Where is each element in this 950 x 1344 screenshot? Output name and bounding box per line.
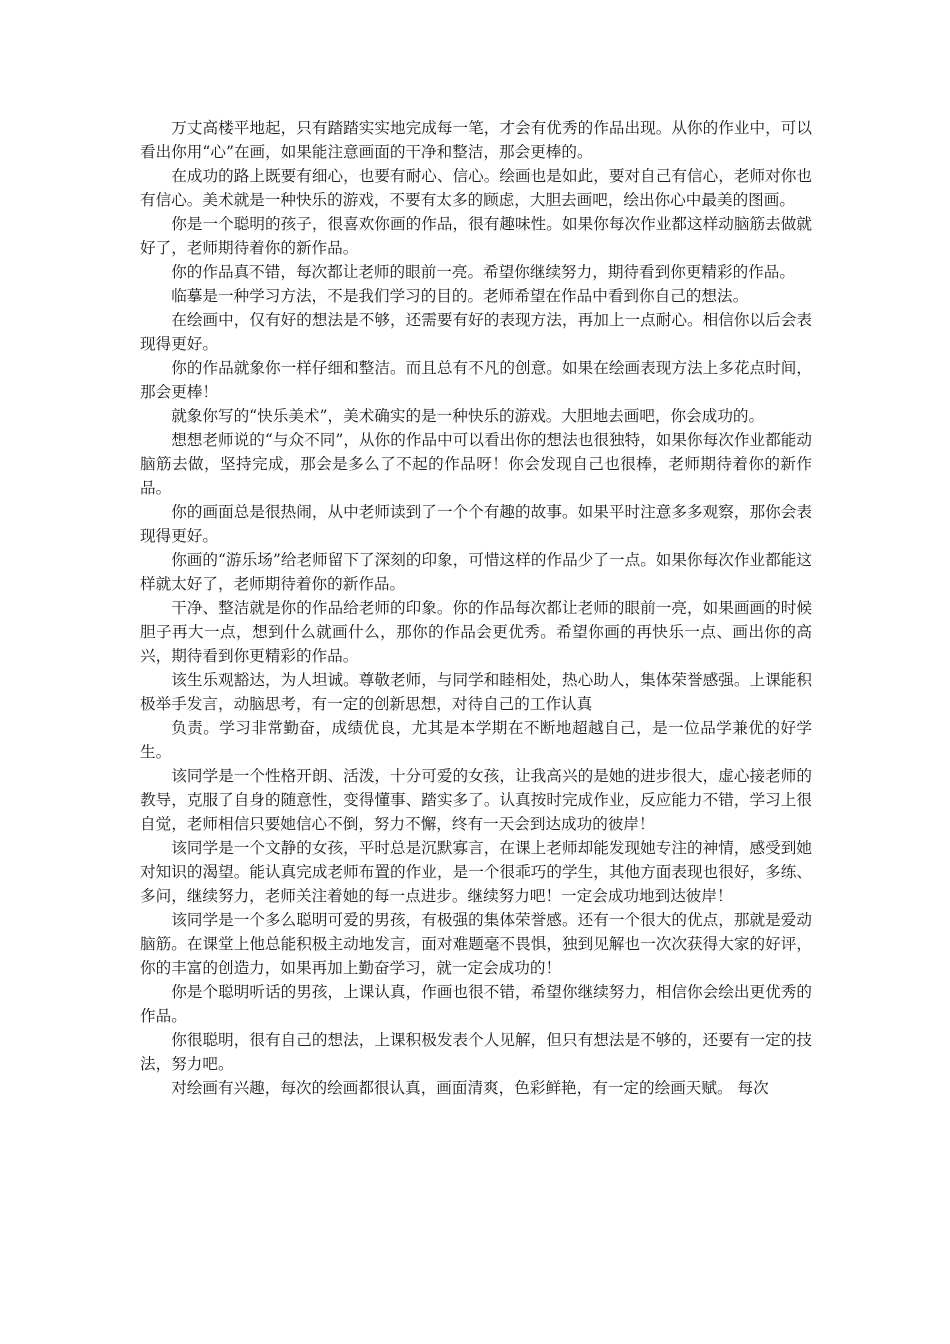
paragraph: 你是一个聪明的孩子，很喜欢你画的作品，很有趣味性。如果你每次作业都这样动脑筋去做就好了，老师期待着你的新作品。 [140,215,812,257]
paragraph: 对绘画有兴趣，每次的绘画都很认真，画面清爽，色彩鲜艳，有一定的绘画天赋。 每次 [171,1079,769,1097]
paragraph: 临摹是一种学习方法，不是我们学习的目的。老师希望在作品中看到你自己的想法。 [171,287,749,305]
paragraph: 你的作品真不错，每次都让老师的眼前一亮。希望你继续努力，期待看到你更精彩的作品。 [171,263,795,281]
paragraph: 你的作品就象你一样仔细和整洁。而且总有不凡的创意。如果在绘画表现方法上多花点时间，那会更棒！ [140,359,812,401]
paragraph: 就象你写的“快乐美术”，美术确实的是一种快乐的游戏。大胆地去画吧，你会成功的。 [171,407,765,425]
paragraph: 想想老师说的“与众不同”，从你的作品中可以看出你的想法也很独特，如果你每次作业都能动脑筋去做，坚持完成，那会是多么了不起的作品呀！你会发现自己也很棒，老师期待着你的新作品。 [140,431,812,497]
paragraph: 万丈高楼平地起，只有踏踏实实地完成每一笔，才会有优秀的作品出现。从你的作业中，可以看出你用“心”在画，如果能注意画面的干净和整洁，那会更棒的。 [140,119,812,161]
paragraph: 该同学是一个文静的女孩，平时总是沉默寡言，在课上老师却能发现她专注的神情，感受到她对知识的渴望。能认真完成老师布置的作业，是一个很乖巧的学生，其他方面表现也很好，多练、多问，继续努力，老师关注着她的每一点进步。继续努力吧！一定会成功地到达彼岸！ [140,839,812,905]
paragraph: 干净、整洁就是你的作品给老师的印象。你的作品每次都让老师的眼前一亮，如果画画的时候胆子再大一点，想到什么就画什么，那你的作品会更优秀。希望你画的再快乐一点、画出你的高兴，期待看到你更精彩的作品。 [140,599,812,665]
paragraph: 负责。学习非常勤奋，成绩优良，尤其是本学期在不断地超越自己，是一位品学兼优的好学生。 [140,719,812,761]
paragraph: 你很聪明，很有自己的想法，上课积极发表个人见解，但只有想法是不够的，还要有一定的技法，努力吧。 [140,1031,812,1073]
paragraph: 在成功的路上既要有细心，也要有耐心、信心。绘画也是如此，要对自己有信心，老师对你也有信心。美术就是一种快乐的游戏，不要有太多的顾虑，大胆去画吧，绘出你心中最美的图画。 [140,167,812,209]
document-body [140,116,812,1100]
paragraph: 你的画面总是很热闹，从中老师读到了一个个有趣的故事。如果平时注意多多观察，那你会表现得更好。 [140,503,812,545]
paragraph: 你是个聪明听话的男孩，上课认真，作画也很不错，希望你继续努力，相信你会绘出更优秀的作品。 [140,983,812,1025]
paragraph: 该生乐观豁达，为人坦诚。尊敬老师，与同学和睦相处，热心助人，集体荣誉感强。上课能积极举手发言，动脑思考，有一定的创新思想，对待自己的工作认真 [140,671,812,713]
paragraph: 你画的“游乐场”给老师留下了深刻的印象，可惜这样的作品少了一点。如果你每次作业都能这样就太好了，老师期待着你的新作品。 [140,551,812,593]
paragraph: 该同学是一个性格开朗、活泼，十分可爱的女孩，让我高兴的是她的进步很大，虚心接老师的教导，克服了自身的随意性，变得懂事、踏实多了。认真按时完成作业，反应能力不错，学习上很自觉，老师相信只要她信心不倒，努力不懈，终有一天会到达成功的彼岸！ [140,767,812,833]
paragraph: 该同学是一个多么聪明可爱的男孩，有极强的集体荣誉感。还有一个很大的优点，那就是爱动脑筋。在课堂上他总能积极主动地发言，面对难题毫不畏惧，独到见解也一次次获得大家的好评，你的丰富的创造力，如果再加上勤奋学习，就一定会成功的！ [140,911,812,977]
paragraph: 在绘画中，仅有好的想法是不够，还需要有好的表现方法，再加上一点耐心。相信你以后会表现得更好。 [140,311,812,353]
